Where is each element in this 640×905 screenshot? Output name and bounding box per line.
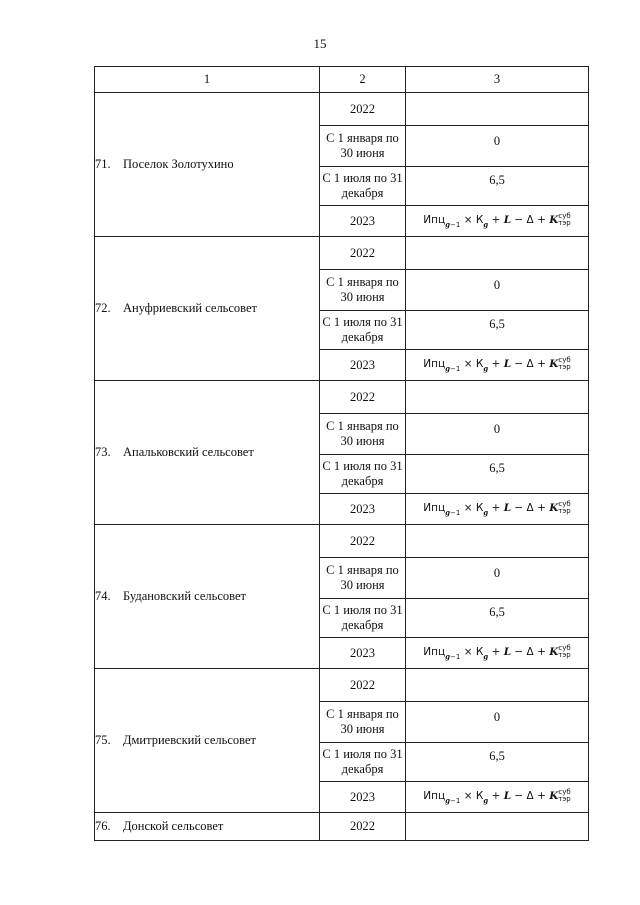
h2-value-cell — [406, 455, 589, 494]
row-number: 72. — [95, 301, 111, 315]
year-cell: 2022 — [320, 813, 406, 841]
formula: $Ипц_{g-1} \times К_g + L - \Delta$ + Kсуб тэр — [423, 212, 571, 229]
table-row — [95, 525, 589, 558]
period-h2-cell: С 1 июля по 31 декабря — [320, 167, 406, 206]
h2-value-cell — [406, 599, 589, 638]
formula: $Ипц_{g-1} \times К_g + L - \Delta$ + Kсуб тэр — [423, 500, 571, 517]
period-h1-cell: С 1 января по 30 июня — [320, 270, 406, 311]
row-number: 75. — [95, 733, 111, 747]
header-col-1: 1 — [95, 67, 320, 93]
year-cell: 2022 — [320, 669, 406, 702]
period-h1-cell: С 1 января по 30 июня — [320, 126, 406, 167]
table-row — [95, 93, 589, 126]
period-h2-cell: С 1 июля по 31 декабря — [320, 743, 406, 782]
table-row — [95, 381, 589, 414]
row-number: 73. — [95, 445, 111, 459]
year-cell: 2022 — [320, 93, 406, 126]
formula-cell — [406, 638, 589, 669]
formula: $Ипц_{g-1} \times К_g + L - \Delta$ + Kсуб тэр — [423, 644, 571, 661]
empty-value-cell — [406, 813, 589, 841]
h1-value: 0 — [493, 709, 501, 724]
h2-value: 6,5 — [489, 604, 505, 619]
empty-value-cell — [406, 525, 589, 558]
period-h1-cell: С 1 января по 30 июня — [320, 558, 406, 599]
year-cell: 2023 — [320, 206, 406, 237]
period-h2-cell: С 1 июля по 31 декабря — [320, 599, 406, 638]
settlement-name: Поселок Золотухино — [123, 157, 234, 171]
header-col-2: 2 — [320, 67, 406, 93]
settlement-name: Донской сельсовет — [123, 819, 224, 833]
formula-cell — [406, 494, 589, 525]
year-cell: 2022 — [320, 525, 406, 558]
h1-value-cell — [406, 558, 589, 599]
formula: $Ипц_{g-1} \times К_g + L - \Delta$ + Kсуб тэр — [423, 356, 571, 373]
year-cell: 2023 — [320, 782, 406, 813]
h2-value: 6,5 — [489, 316, 505, 331]
row-number: 76. — [95, 819, 111, 833]
tariff-table — [94, 66, 589, 841]
table-body — [95, 93, 589, 841]
settlement-cell — [95, 381, 320, 525]
h1-value-cell — [406, 126, 589, 167]
h1-value-cell — [406, 414, 589, 455]
h2-value-cell — [406, 167, 589, 206]
table-row — [95, 669, 589, 702]
empty-value-cell — [406, 669, 589, 702]
table-row — [95, 813, 589, 841]
empty-value-cell — [406, 381, 589, 414]
settlement-name: Апальковский сельсовет — [123, 445, 254, 459]
year-cell: 2022 — [320, 381, 406, 414]
h2-value: 6,5 — [489, 748, 505, 763]
year-cell: 2023 — [320, 494, 406, 525]
formula-cell — [406, 206, 589, 237]
settlement-cell — [95, 669, 320, 813]
year-cell: 2023 — [320, 350, 406, 381]
h1-value: 0 — [493, 277, 501, 292]
h2-value-cell — [406, 311, 589, 350]
row-number: 74. — [95, 589, 111, 603]
period-h2-cell: С 1 июля по 31 декабря — [320, 311, 406, 350]
header-col-3: 3 — [406, 67, 589, 93]
settlement-cell — [95, 813, 320, 841]
h1-value: 0 — [493, 421, 501, 436]
h1-value: 0 — [493, 565, 501, 580]
settlement-name: Дмитриевский сельсовет — [123, 733, 257, 747]
formula: $Ипц_{g-1} \times К_g + L - \Delta$ + Kсуб тэр — [423, 788, 571, 805]
empty-value-cell — [406, 237, 589, 270]
h2-value-cell — [406, 743, 589, 782]
period-h2-cell: С 1 июля по 31 декабря — [320, 455, 406, 494]
settlement-cell — [95, 237, 320, 381]
period-h1-cell: С 1 января по 30 июня — [320, 414, 406, 455]
settlement-name: Будановский сельсовет — [123, 589, 246, 603]
page-number: 15 — [313, 36, 327, 51]
formula-cell — [406, 350, 589, 381]
empty-value-cell — [406, 93, 589, 126]
h1-value: 0 — [493, 133, 501, 148]
settlement-cell — [95, 525, 320, 669]
h2-value: 6,5 — [489, 172, 505, 187]
h2-value: 6,5 — [489, 460, 505, 475]
row-number: 71. — [95, 157, 111, 171]
h1-value-cell — [406, 270, 589, 311]
period-h1-cell: С 1 января по 30 июня — [320, 702, 406, 743]
settlement-name: Ануфриевский сельсовет — [123, 301, 258, 315]
header-row — [95, 67, 589, 93]
formula-cell — [406, 782, 589, 813]
h1-value-cell — [406, 702, 589, 743]
table-row — [95, 237, 589, 270]
settlement-cell — [95, 93, 320, 237]
year-cell: 2023 — [320, 638, 406, 669]
year-cell: 2022 — [320, 237, 406, 270]
